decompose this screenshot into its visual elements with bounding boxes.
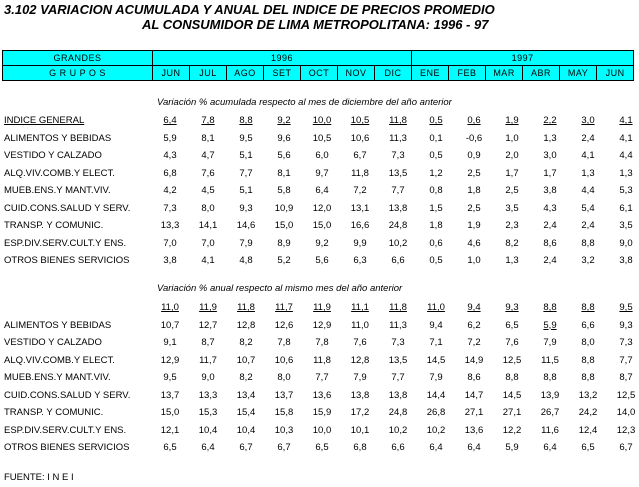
table-cell: 11,0 bbox=[351, 319, 369, 331]
table-cell: 15,3 bbox=[198, 407, 218, 418]
header-grupos: G R U P O S bbox=[3, 66, 153, 81]
table-cell: 9,0 bbox=[619, 237, 633, 249]
table-cell: 3,8 bbox=[543, 185, 557, 196]
table-row bbox=[0, 115, 639, 132]
table-cell: 15,9 bbox=[312, 407, 332, 418]
table-row bbox=[0, 355, 639, 372]
row-label: MUEB.ENS.Y MANT.VIV. bbox=[4, 185, 111, 196]
table-cell: 3,2 bbox=[581, 255, 595, 266]
table-cell: 7,6 bbox=[353, 337, 367, 348]
table-cell: 12,3 bbox=[616, 424, 636, 436]
table-cell: 24,2 bbox=[578, 407, 598, 418]
table-row bbox=[0, 168, 639, 185]
table-cell: 11,7 bbox=[199, 354, 217, 366]
table-cell: 5,9 bbox=[505, 442, 519, 453]
table-cell: 6,1 bbox=[619, 202, 633, 214]
table-cell: 4,5 bbox=[201, 185, 215, 196]
table-cell: 8,6 bbox=[543, 237, 557, 249]
table-cell: 4,1 bbox=[581, 150, 595, 161]
table-cell: 3,0 bbox=[543, 150, 557, 161]
header-month: FEB bbox=[449, 66, 486, 81]
table-cell: 11,3 bbox=[389, 319, 407, 331]
table-cell: 13,6 bbox=[312, 389, 332, 401]
table-cell: 5,6 bbox=[315, 255, 329, 266]
table-cell: 12,4 bbox=[578, 424, 598, 436]
table-cell: 5,1 bbox=[239, 185, 253, 196]
table-cell: 11,8 bbox=[351, 167, 369, 179]
table-cell: 9,3 bbox=[619, 319, 633, 331]
row-label: TRANSP. Y COMUNIC. bbox=[4, 407, 104, 418]
table-cell: 14,6 bbox=[236, 220, 256, 231]
table-cell: 9,5 bbox=[163, 372, 177, 383]
row-label: INDICE GENERAL bbox=[4, 115, 85, 126]
table-cell: 8,6 bbox=[467, 372, 481, 383]
table-cell: 8,7 bbox=[619, 372, 633, 383]
table-cell: 8,7 bbox=[201, 337, 215, 348]
table-cell: 0,5 bbox=[429, 255, 443, 266]
table-cell: 7,6 bbox=[201, 167, 215, 179]
table-cell: 10,5 bbox=[350, 115, 370, 126]
table-cell: 9,3 bbox=[239, 202, 253, 214]
row-label: ESP.DIV.SERV.CULT.Y ENS. bbox=[4, 237, 127, 249]
table-cell: 11,3 bbox=[389, 132, 407, 144]
table-cell: 9,0 bbox=[201, 372, 215, 383]
table-cell: 11,9 bbox=[199, 302, 217, 313]
table-cell: 1,5 bbox=[429, 202, 443, 214]
table-cell: 11,8 bbox=[237, 302, 255, 313]
table-cell: 5,2 bbox=[277, 255, 291, 266]
table-cell: 8,8 bbox=[581, 237, 595, 249]
table-cell: 7,7 bbox=[391, 185, 405, 196]
table-cell: 7,8 bbox=[277, 337, 291, 348]
table-row bbox=[0, 150, 639, 167]
table-cell: 7,7 bbox=[315, 372, 329, 383]
table-cell: 5,4 bbox=[581, 202, 595, 214]
table-cell: 8,2 bbox=[239, 337, 253, 348]
table-cell: 8,8 bbox=[581, 372, 595, 383]
table-cell: 10,6 bbox=[350, 132, 370, 144]
table-cell: 14,0 bbox=[616, 407, 636, 418]
table-cell: 7,3 bbox=[391, 337, 405, 348]
table-cell: 15,4 bbox=[236, 407, 256, 418]
table-cell: 13,5 bbox=[388, 167, 408, 179]
table-cell: 8,0 bbox=[277, 372, 291, 383]
table-cell: 10,4 bbox=[198, 424, 218, 436]
table-cell: 6,6 bbox=[391, 442, 405, 453]
table-cell: 13,4 bbox=[236, 389, 256, 401]
table-cell: 12,5 bbox=[616, 389, 636, 401]
header-month: OCT bbox=[301, 66, 338, 81]
table-cell: 8,8 bbox=[505, 372, 519, 383]
table-cell: 12,9 bbox=[160, 354, 180, 366]
table-cell: 14,4 bbox=[426, 389, 446, 401]
table-cell: 12,0 bbox=[312, 202, 332, 214]
section-2-title: Variación % anual respecto al mismo mes del año anterior bbox=[157, 283, 403, 294]
table-cell: 8,8 bbox=[543, 372, 557, 383]
header-month: DIC bbox=[375, 66, 412, 81]
table-row bbox=[0, 372, 639, 389]
table-cell: 4,3 bbox=[163, 150, 177, 161]
table-row bbox=[0, 302, 639, 319]
table-cell: 11,0 bbox=[427, 302, 445, 313]
table-cell: 11,8 bbox=[389, 115, 407, 126]
table-cell: 13,9 bbox=[540, 389, 560, 401]
table-cell: 13,7 bbox=[160, 389, 180, 401]
table-cell: 2,3 bbox=[505, 220, 519, 231]
table-cell: 6,2 bbox=[467, 319, 481, 331]
row-label: ESP.DIV.SERV.CULT.Y ENS. bbox=[4, 424, 127, 436]
table-cell: 4,4 bbox=[619, 150, 633, 161]
table-cell: 16,6 bbox=[350, 220, 370, 231]
table-cell: 7,0 bbox=[201, 237, 215, 249]
table-cell: 9,7 bbox=[315, 167, 329, 179]
table-cell: 1,9 bbox=[505, 115, 519, 126]
table-row bbox=[0, 390, 639, 407]
table-cell: 7,9 bbox=[429, 372, 443, 383]
row-label: OTROS BIENES SERVICIOS bbox=[4, 442, 130, 453]
table-cell: 7,8 bbox=[201, 115, 215, 126]
table-cell: 6,0 bbox=[315, 150, 329, 161]
table-cell: 13,8 bbox=[388, 389, 408, 401]
table-row bbox=[0, 407, 639, 424]
table-cell: 4,1 bbox=[619, 132, 633, 144]
table-row bbox=[0, 255, 639, 272]
table-row bbox=[0, 203, 639, 220]
table-cell: 11,8 bbox=[313, 354, 331, 366]
table-row bbox=[0, 442, 639, 459]
table-cell: 4,8 bbox=[239, 255, 253, 266]
row-label: CUID.CONS.SALUD Y SERV. bbox=[4, 202, 131, 214]
table-cell: 17,2 bbox=[350, 407, 370, 418]
table-cell: 7,7 bbox=[391, 372, 405, 383]
table-cell: 2,5 bbox=[505, 185, 519, 196]
row-label: ALIMENTOS Y BEBIDAS bbox=[4, 319, 112, 331]
table-cell: 11,6 bbox=[541, 424, 559, 436]
section-1-title: Variación % acumulada respecto al mes de diciembre del año anterior bbox=[157, 97, 452, 108]
table-cell: 1,8 bbox=[429, 220, 443, 231]
table-cell: 10,0 bbox=[312, 424, 332, 436]
table-cell: 4,6 bbox=[467, 237, 481, 249]
row-label: CUID.CONS.SALUD Y SERV. bbox=[4, 389, 131, 401]
table-cell: 4,7 bbox=[201, 150, 215, 161]
table-cell: 10,0 bbox=[312, 115, 332, 126]
table-cell: 6,4 bbox=[543, 442, 557, 453]
table-cell: 2,4 bbox=[581, 132, 595, 144]
table-cell: 0,5 bbox=[429, 115, 443, 126]
table-cell: 1,9 bbox=[467, 220, 481, 231]
header-month: AGO bbox=[227, 66, 264, 81]
table-cell: 8,0 bbox=[201, 202, 215, 214]
table-cell: 10,2 bbox=[388, 424, 408, 436]
header-year-1996: 1996 bbox=[153, 51, 412, 66]
table-cell: 5,8 bbox=[277, 185, 291, 196]
table-cell: 3,0 bbox=[581, 115, 595, 126]
table-cell: 12,2 bbox=[502, 424, 522, 436]
table-cell: 9,1 bbox=[163, 337, 177, 348]
table-cell: 9,6 bbox=[277, 132, 291, 144]
header-month: JUL bbox=[190, 66, 227, 81]
table-cell: 10,5 bbox=[312, 132, 332, 144]
table-cell: 5,9 bbox=[163, 132, 177, 144]
table-cell: 4,1 bbox=[619, 115, 633, 126]
table-cell: 12,8 bbox=[236, 319, 256, 331]
table-cell: 5,9 bbox=[543, 319, 557, 331]
table-cell: 6,4 bbox=[467, 442, 481, 453]
header-month: JUN bbox=[597, 66, 634, 81]
table-cell: 13,8 bbox=[350, 389, 370, 401]
table-cell: 0,6 bbox=[467, 115, 481, 126]
table-cell: 1,3 bbox=[543, 132, 557, 144]
table-cell: 27,1 bbox=[502, 407, 522, 418]
table-cell: 5,1 bbox=[239, 150, 253, 161]
table-cell: 11,9 bbox=[313, 302, 331, 313]
table-cell: 8,0 bbox=[581, 337, 595, 348]
table-cell: 3,8 bbox=[163, 255, 177, 266]
table-cell: 1,3 bbox=[505, 255, 519, 266]
table-cell: 1,0 bbox=[467, 255, 481, 266]
table-cell: 10,1 bbox=[350, 424, 370, 436]
table-cell: 12,9 bbox=[312, 319, 332, 331]
table-cell: 13,5 bbox=[388, 354, 408, 366]
table-cell: 12,5 bbox=[502, 354, 522, 366]
table-cell: 6,5 bbox=[315, 442, 329, 453]
table-cell: 6,8 bbox=[353, 442, 367, 453]
table-cell: 9,5 bbox=[619, 302, 633, 313]
table-cell: 9,2 bbox=[277, 115, 291, 126]
table-cell: 13,6 bbox=[464, 424, 484, 436]
table-cell: 7,9 bbox=[239, 237, 253, 249]
table-cell: 6,4 bbox=[315, 185, 329, 196]
table-cell: 7,2 bbox=[353, 185, 367, 196]
row-label: MUEB.ENS.Y MANT.VIV. bbox=[4, 372, 111, 383]
table-cell: 15,0 bbox=[312, 220, 332, 231]
row-label: VESTIDO Y CALZADO bbox=[4, 150, 102, 161]
header-month: NOV bbox=[338, 66, 375, 81]
table-cell: 13,7 bbox=[274, 389, 294, 401]
table-cell: 7,3 bbox=[619, 337, 633, 348]
table-cell: 10,4 bbox=[236, 424, 256, 436]
table-cell: 9,3 bbox=[505, 302, 519, 313]
table-cell: 8,8 bbox=[239, 115, 253, 126]
table-cell: 6,5 bbox=[505, 319, 519, 331]
table-cell: 1,7 bbox=[543, 167, 557, 179]
table-cell: 13,3 bbox=[198, 389, 218, 401]
table-cell: 0,6 bbox=[429, 237, 443, 249]
table-cell: 24,8 bbox=[388, 407, 408, 418]
table-cell: 8,1 bbox=[201, 132, 215, 144]
table-cell: 6,6 bbox=[391, 255, 405, 266]
table-cell: 13,1 bbox=[350, 202, 370, 214]
table-cell: 24,8 bbox=[388, 220, 408, 231]
table-cell: 8,9 bbox=[277, 237, 291, 249]
table-cell: 6,3 bbox=[353, 255, 367, 266]
table-cell: 15,0 bbox=[274, 220, 294, 231]
table-cell: 8,8 bbox=[581, 302, 595, 313]
table-cell: 14,7 bbox=[464, 389, 484, 401]
footer-source: FUENTE: I N E I bbox=[4, 472, 74, 483]
table-cell: 26,7 bbox=[540, 407, 560, 418]
table-cell: 0,1 bbox=[429, 132, 443, 144]
table-cell: 11,1 bbox=[351, 302, 369, 313]
table-cell: 7,7 bbox=[619, 354, 633, 366]
table-cell: 9,5 bbox=[239, 132, 253, 144]
table-cell: 12,8 bbox=[350, 354, 370, 366]
table-cell: 7,6 bbox=[505, 337, 519, 348]
table-cell: 13,8 bbox=[388, 202, 408, 214]
table-cell: 12,7 bbox=[198, 319, 218, 331]
table-cell: 10,7 bbox=[160, 319, 180, 331]
table-cell: 5,6 bbox=[277, 150, 291, 161]
table-cell: 12,1 bbox=[160, 424, 180, 436]
table-cell: 4,2 bbox=[163, 185, 177, 196]
table-cell: 6,4 bbox=[163, 115, 177, 126]
table-cell: 5,3 bbox=[619, 185, 633, 196]
table-cell: 14,1 bbox=[198, 220, 218, 231]
row-label: ALQ.VIV.COMB.Y ELECT. bbox=[4, 167, 115, 179]
table-cell: 0,5 bbox=[429, 150, 443, 161]
table-cell: 10,7 bbox=[236, 354, 256, 366]
table-cell: 1,0 bbox=[505, 132, 519, 144]
table-cell: 10,6 bbox=[274, 354, 294, 366]
table-cell: 2,4 bbox=[543, 220, 557, 231]
table-cell: 2,4 bbox=[581, 220, 595, 231]
table-cell: 1,3 bbox=[619, 167, 633, 179]
table-cell: 6,4 bbox=[201, 442, 215, 453]
header-table bbox=[2, 50, 634, 81]
table-cell: 10,3 bbox=[274, 424, 294, 436]
table-cell: 9,2 bbox=[315, 237, 329, 249]
table-cell: 2,2 bbox=[543, 115, 557, 126]
table-row bbox=[0, 320, 639, 337]
table-row bbox=[0, 337, 639, 354]
header-month: JUN bbox=[153, 66, 190, 81]
table-cell: 6,7 bbox=[277, 442, 291, 453]
table-cell: 7,3 bbox=[163, 202, 177, 214]
row-label: ALIMENTOS Y BEBIDAS bbox=[4, 132, 112, 144]
table-cell: 6,7 bbox=[353, 150, 367, 161]
header-month: SET bbox=[264, 66, 301, 81]
table-cell: 9,4 bbox=[467, 302, 481, 313]
table-cell: 11,0 bbox=[161, 302, 179, 313]
table-cell: 6,7 bbox=[619, 442, 633, 453]
table-cell: 1,7 bbox=[505, 167, 519, 179]
table-cell: 15,8 bbox=[274, 407, 294, 418]
row-label: ALQ.VIV.COMB.Y ELECT. bbox=[4, 354, 115, 366]
table-cell: 7,7 bbox=[239, 167, 253, 179]
table-cell: 2,0 bbox=[505, 150, 519, 161]
table-cell: 2,5 bbox=[467, 202, 481, 214]
table-cell: 7,9 bbox=[353, 372, 367, 383]
table-cell: 14,9 bbox=[464, 354, 484, 366]
table-cell: 2,5 bbox=[467, 167, 481, 179]
header-year-1997: 1997 bbox=[412, 51, 634, 66]
table-cell: 6,5 bbox=[163, 442, 177, 453]
header-grandes: GRANDES bbox=[3, 51, 153, 66]
table-cell: 7,1 bbox=[429, 337, 443, 348]
table-cell: 27,1 bbox=[464, 407, 484, 418]
table-cell: 0,9 bbox=[467, 150, 481, 161]
table-cell: 6,4 bbox=[429, 442, 443, 453]
table-cell: 3,5 bbox=[505, 202, 519, 214]
table-cell: 6,8 bbox=[163, 167, 177, 179]
table-cell: 9,9 bbox=[353, 237, 367, 249]
table-cell: 8,8 bbox=[543, 302, 557, 313]
table-row bbox=[0, 133, 639, 150]
table-cell: 6,5 bbox=[581, 442, 595, 453]
table-cell: 8,8 bbox=[581, 354, 595, 366]
table-cell: -0,6 bbox=[465, 132, 483, 144]
table-cell: 13,3 bbox=[160, 220, 180, 231]
table-cell: 9,4 bbox=[429, 319, 443, 331]
table-cell: 8,2 bbox=[239, 372, 253, 383]
table-cell: 10,2 bbox=[388, 237, 408, 249]
table-cell: 3,8 bbox=[619, 255, 633, 266]
table-cell: 7,8 bbox=[315, 337, 329, 348]
table-row bbox=[0, 185, 639, 202]
table-cell: 6,6 bbox=[581, 319, 595, 331]
row-label: TRANSP. Y COMUNIC. bbox=[4, 220, 104, 231]
table-cell: 11,7 bbox=[275, 302, 293, 313]
table-cell: 0,8 bbox=[429, 185, 443, 196]
table-cell: 14,5 bbox=[426, 354, 446, 366]
title-line-2: AL CONSUMIDOR DE LIMA METROPOLITANA: 1996 - 97 bbox=[142, 17, 489, 32]
table-row bbox=[0, 238, 639, 255]
table-cell: 1,2 bbox=[429, 167, 443, 179]
table-cell: 1,8 bbox=[467, 185, 481, 196]
table-cell: 10,2 bbox=[426, 424, 446, 436]
table-cell: 11,8 bbox=[389, 302, 407, 313]
table-cell: 8,1 bbox=[277, 167, 291, 179]
header-month: MAR bbox=[486, 66, 523, 81]
table-cell: 1,3 bbox=[581, 167, 595, 179]
header-month: ABR bbox=[523, 66, 560, 81]
table-cell: 11,5 bbox=[541, 354, 559, 366]
table-cell: 4,4 bbox=[581, 185, 595, 196]
table-cell: 2,4 bbox=[543, 255, 557, 266]
table-row bbox=[0, 425, 639, 442]
header-month: MAY bbox=[560, 66, 597, 81]
row-label: VESTIDO Y CALZADO bbox=[4, 337, 102, 348]
table-cell: 26,8 bbox=[426, 407, 446, 418]
title-line-1: 3.102 VARIACION ACUMULADA Y ANUAL DEL INDICE DE PRECIOS PROMEDIO bbox=[4, 2, 495, 17]
table-cell: 7,9 bbox=[543, 337, 557, 348]
table-cell: 7,3 bbox=[391, 150, 405, 161]
table-cell: 7,0 bbox=[163, 237, 177, 249]
table-cell: 14,5 bbox=[502, 389, 522, 401]
table-cell: 10,9 bbox=[274, 202, 294, 214]
table-cell: 15,0 bbox=[160, 407, 180, 418]
table-cell: 4,1 bbox=[201, 255, 215, 266]
table-cell: 13,2 bbox=[578, 389, 598, 401]
table-cell: 7,2 bbox=[467, 337, 481, 348]
table-cell: 6,7 bbox=[239, 442, 253, 453]
row-label: OTROS BIENES SERVICIOS bbox=[4, 255, 130, 266]
table-cell: 8,2 bbox=[505, 237, 519, 249]
table-row bbox=[0, 220, 639, 237]
table-cell: 3,5 bbox=[619, 220, 633, 231]
header-month: ENE bbox=[412, 66, 449, 81]
table-cell: 12,6 bbox=[274, 319, 294, 331]
table-cell: 4,3 bbox=[543, 202, 557, 214]
